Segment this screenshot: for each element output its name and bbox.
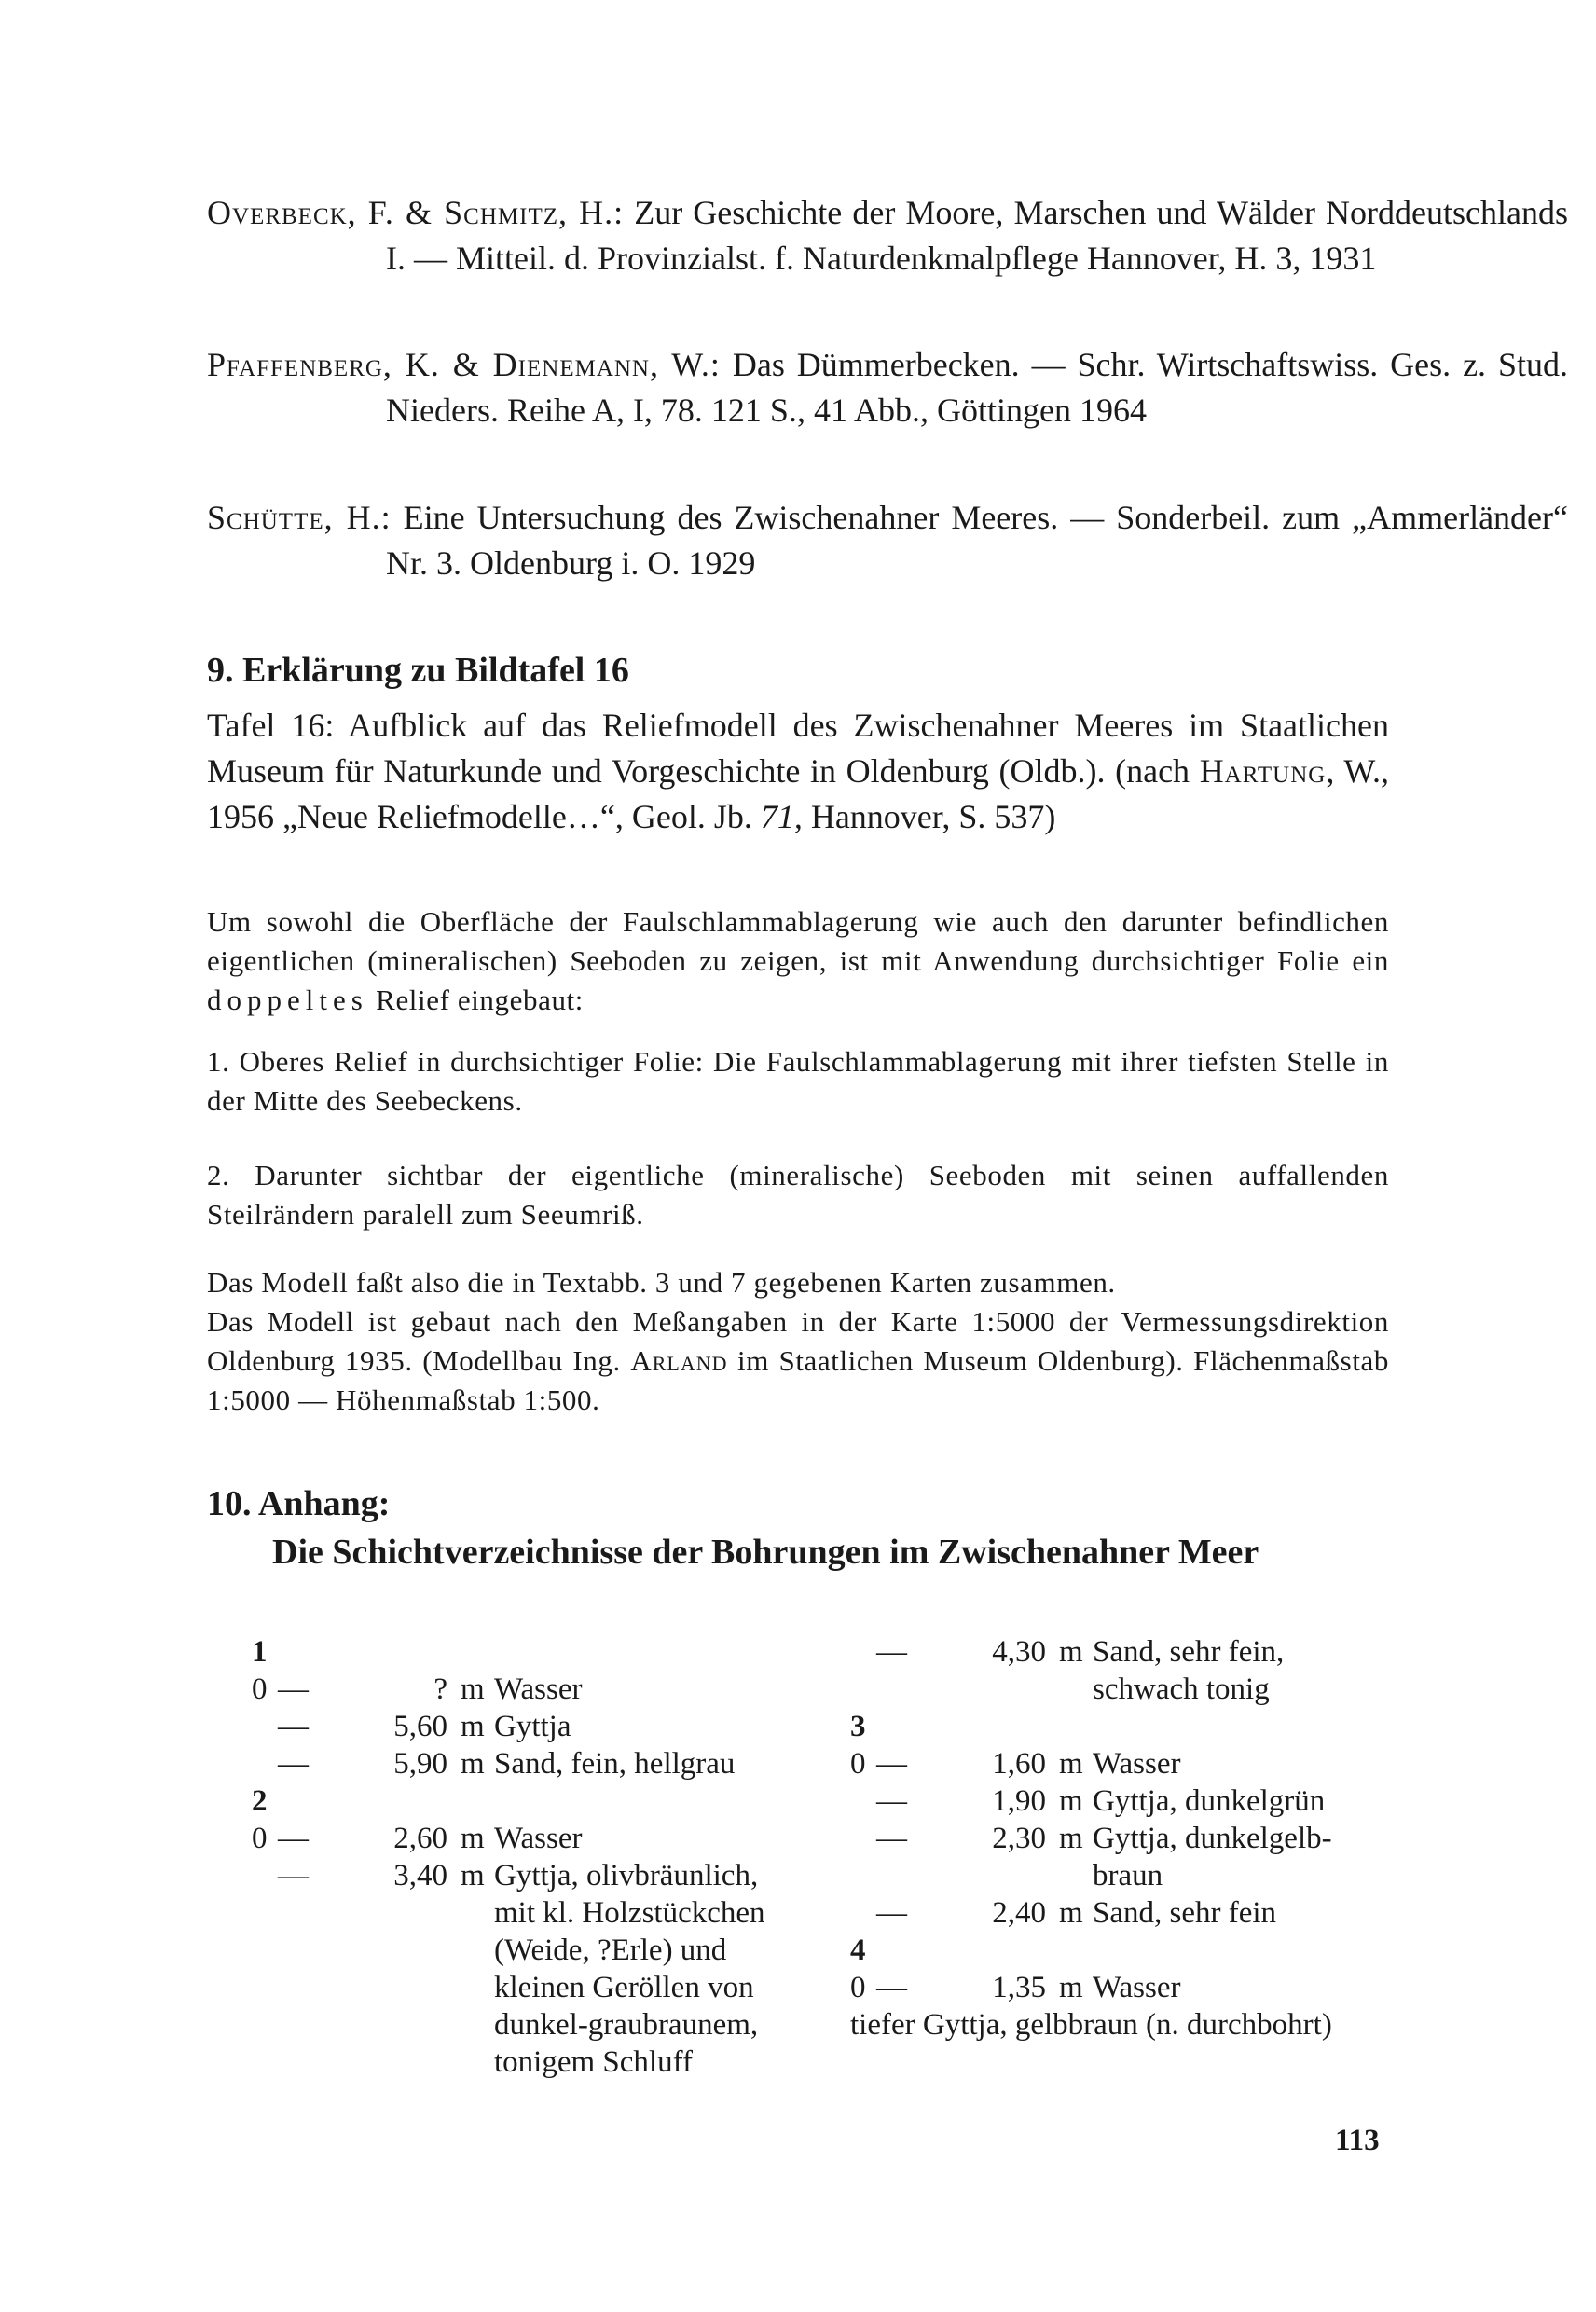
cell-d: m <box>461 1822 485 1855</box>
reference-text: Zur Geschichte der Moore, Marschen und Wälder Norddeutschlands I. — Mitteil. d. Provinzialst. f. Naturdenkmalpflege Hannover, H. 3, 1931 <box>386 194 1568 277</box>
cell-b: — <box>278 1859 309 1892</box>
cell-e: Wasser <box>494 1672 583 1706</box>
section-9-heading: 9. Erklärung zu Bildtafel 16 <box>207 651 629 690</box>
reference-text: Eine Untersuchung des Zwischenahner Meeres. — Sonderbeil. zum „Ammerländer“ Nr. 3. Oldenburg i. O. 1929 <box>386 499 1568 582</box>
table-row <box>252 1671 848 1708</box>
cell-a <box>850 1857 876 1894</box>
spaced-word: doppeltes <box>207 984 368 1016</box>
table-row <box>850 1969 1372 2006</box>
section-10-subheading: Die Schichtverzeichnisse der Bohrungen im Zwischenahner Meer <box>272 1533 1259 1572</box>
cell-a <box>252 2044 278 2081</box>
cell-c <box>343 2044 461 2081</box>
cell-d: m <box>461 1710 485 1743</box>
cell-c: 2,40 <box>992 1896 1046 1930</box>
cell-c: 5,60 <box>393 1710 447 1743</box>
model-paragraph-1: Das Modell faßt also die in Textabb. 3 und 7 gegebenen Karten zusammen. <box>207 1266 1116 1299</box>
cell-b <box>876 1932 942 1969</box>
table-row <box>850 1782 1372 1820</box>
cell-e <box>1093 1708 1372 1745</box>
cell-a <box>850 1633 876 1671</box>
cell-c: 4,30 <box>992 1635 1046 1669</box>
cell-b <box>876 1671 942 1708</box>
author-hartung: Hartung <box>1199 752 1327 790</box>
cell-c <box>343 1633 461 1671</box>
cell-d <box>1059 1708 1093 1745</box>
cell-a <box>252 1969 278 2006</box>
table-row <box>252 1820 848 1857</box>
plate-caption: Tafel 16: Aufblick auf das Reliefmodell des Zwischenahner Meeres im Staatlichen Museum für Naturkunde und Vorgeschichte in Oldenburg (Oldb.). (nach Hartung, W., 1956 „Neue Reliefmodelle…“, Geol. Jb. 71, Hannover, S. 537) <box>207 707 1389 835</box>
cell-c: 2,60 <box>393 1822 447 1855</box>
borehole-number-row <box>252 1633 848 1671</box>
cell-d: m <box>1059 1896 1083 1930</box>
cell-d: m <box>1059 1635 1083 1669</box>
cell-c: 2,30 <box>992 1822 1046 1855</box>
cell-c <box>343 2006 461 2044</box>
cell-d: m <box>1059 1971 1083 2004</box>
table-row <box>850 1857 1372 1894</box>
cell-d <box>461 1782 494 1820</box>
table-row <box>252 2006 848 2044</box>
cell-e: kleinen Geröllen von <box>494 1971 754 2004</box>
borehole-number-row <box>850 1932 1372 1969</box>
table-row <box>850 1633 1372 1671</box>
borehole-4-note: tiefer Gyttja, gelbbraun (n. durchbohrt) <box>850 2008 1332 2042</box>
reference-pfaffenberg <box>207 342 1568 434</box>
cell-a: 1 <box>252 1635 268 1669</box>
cell-c: 5,90 <box>393 1747 447 1781</box>
table-row <box>252 2044 848 2081</box>
table-row <box>252 1894 848 1932</box>
cell-e: Gyttja <box>494 1710 571 1743</box>
cell-a <box>252 1857 278 1894</box>
cell-e <box>494 1633 848 1671</box>
cell-b: — <box>278 1672 309 1706</box>
cell-b <box>278 1932 343 1969</box>
cell-d <box>461 2044 494 2081</box>
cell-e: Gyttja, olivbräunlich, <box>494 1859 759 1892</box>
table-row <box>252 1708 848 1745</box>
cell-b: — <box>876 1747 907 1781</box>
table-row <box>252 1969 848 2006</box>
cell-a <box>850 1671 876 1708</box>
cell-e: (Weide, ?Erle) und <box>494 1934 727 1967</box>
cell-e: Wasser <box>1093 1971 1181 2004</box>
page-number: 113 <box>1335 2124 1380 2157</box>
table-row <box>850 1745 1372 1782</box>
cell-e: Gyttja, dunkelgelb- <box>1093 1822 1332 1855</box>
cell-d: m <box>1059 1747 1083 1781</box>
cell-c: 1,60 <box>992 1747 1046 1781</box>
cell-c <box>942 1857 1059 1894</box>
cell-b: — <box>278 1822 309 1855</box>
list-item-2: 2. Darunter sichtbar der eigentliche (mineralische) Seeboden mit seinen auffallenden Steilrändern paralell zum Seeumriß. <box>207 1159 1389 1231</box>
cell-d <box>461 1633 494 1671</box>
intro-paragraph: Um sowohl die Oberfläche der Faulschlammablagerung wie auch den darunter befindlichen eigentlichen (mineralischen) Seeboden zu zeigen, ist mit Anwendung durchsichtiger Folie ein doppeltes Relief eingebaut: <box>207 905 1389 1016</box>
cell-a <box>252 1708 278 1745</box>
model-paragraph-2: Das Modell ist gebaut nach den Meßangaben in der Karte 1:5000 der Vermessungsdirektion Oldenburg 1935. (Modellbau Ing. Arland im Staatlichen Museum Oldenburg). Flächenmaßstab 1:5000 — Höhenmaßstab 1:500. <box>207 1305 1389 1416</box>
list-item-1: 1. Oberes Relief in durchsichtiger Folie: Die Faulschlammablagerung mit ihrer tiefsten Stelle in der Mitte des Seebeckens. <box>207 1045 1389 1117</box>
cell-b: — <box>876 1971 907 2004</box>
cell-b <box>278 1969 343 2006</box>
cell-b <box>876 1857 942 1894</box>
table-row <box>850 1820 1372 1857</box>
cell-b: — <box>278 1710 309 1743</box>
cell-c <box>942 1708 1059 1745</box>
cell-d <box>1059 1857 1093 1894</box>
cell-e: Sand, fein, hellgrau <box>494 1747 736 1781</box>
borehole-number-row <box>252 1782 848 1820</box>
cell-b: — <box>876 1784 907 1818</box>
borehole-table-left <box>252 1633 848 2081</box>
table-row <box>252 1932 848 1969</box>
cell-a: 2 <box>252 1784 268 1818</box>
cell-c <box>343 1932 461 1969</box>
cell-b <box>278 2006 343 2044</box>
cell-b <box>278 1782 343 1820</box>
cell-a <box>252 1894 278 1932</box>
cell-e: schwach tonig <box>1093 1672 1270 1706</box>
cell-e: Sand, sehr fein, <box>1093 1635 1285 1669</box>
cell-d: m <box>461 1859 485 1892</box>
cell-d: m <box>1059 1822 1083 1855</box>
cell-d: m <box>461 1747 485 1781</box>
cell-a: 0 <box>252 1822 268 1855</box>
cell-b: — <box>876 1635 907 1669</box>
reference-author: Schütte, H.: <box>207 499 392 536</box>
cell-b <box>278 2044 343 2081</box>
cell-d: m <box>1059 1784 1083 1818</box>
cell-d <box>461 1894 494 1932</box>
cell-a: 0 <box>850 1971 866 2004</box>
cell-e: braun <box>1093 1859 1163 1892</box>
cell-e: Sand, sehr fein <box>1093 1896 1277 1930</box>
cell-d <box>461 2006 494 2044</box>
reference-overbeck <box>207 190 1568 282</box>
section-10-heading: 10. Anhang: <box>207 1484 391 1523</box>
cell-e <box>1093 1932 1372 1969</box>
cell-a <box>850 1894 876 1932</box>
cell-d: m <box>461 1672 485 1706</box>
cell-a <box>252 1932 278 1969</box>
cell-b <box>876 1708 942 1745</box>
cell-a <box>252 1745 278 1782</box>
cell-a: 4 <box>850 1934 866 1967</box>
borehole-table-right <box>850 1633 1372 2044</box>
cell-b <box>278 1633 343 1671</box>
cell-c <box>343 1969 461 2006</box>
cell-c <box>343 1782 461 1820</box>
table-row <box>252 1857 848 1894</box>
cell-c <box>942 1671 1059 1708</box>
name-arland: Arland <box>630 1344 728 1377</box>
cell-e: mit kl. Holzstückchen <box>494 1896 765 1930</box>
cell-e: dunkel-graubraunem, <box>494 2008 759 2042</box>
cell-d <box>1059 1671 1093 1708</box>
cell-a <box>252 2006 278 2044</box>
cell-c: 1,90 <box>992 1784 1046 1818</box>
cell-b: — <box>278 1747 309 1781</box>
cell-e <box>494 1782 848 1820</box>
cell-a: 0 <box>850 1747 866 1781</box>
cell-c: ? <box>433 1672 447 1706</box>
reference-author: Overbeck, F. & Schmitz, H.: <box>207 194 625 231</box>
cell-a <box>850 1820 876 1857</box>
volume-number: 71, <box>760 798 803 835</box>
cell-e: tonigem Schluff <box>494 2045 693 2079</box>
cell-b: — <box>876 1822 907 1855</box>
cell-c: 3,40 <box>393 1859 447 1892</box>
cell-e: Wasser <box>1093 1747 1181 1781</box>
borehole-number-row <box>850 1708 1372 1745</box>
reference-text: Das Dümmerbecken. — Schr. Wirtschaftswiss. Ges. z. Stud. Nieders. Reihe A, I, 78. 121 S., 41 Abb., Göttingen 1964 <box>386 346 1568 429</box>
cell-c: 1,35 <box>992 1971 1046 2004</box>
reference-schuette <box>207 495 1568 586</box>
cell-b <box>278 1894 343 1932</box>
cell-d <box>1059 1932 1093 1969</box>
cell-b: — <box>876 1896 907 1930</box>
cell-a: 0 <box>252 1672 268 1706</box>
cell-a: 3 <box>850 1710 866 1743</box>
cell-c <box>942 1932 1059 1969</box>
table-row <box>252 1745 848 1782</box>
cell-e: Gyttja, dunkelgrün <box>1093 1784 1326 1818</box>
cell-d <box>461 1932 494 1969</box>
reference-author: Pfaffenberg, K. & Dienemann, W.: <box>207 346 721 383</box>
table-row <box>850 1671 1372 1708</box>
cell-d <box>461 1969 494 2006</box>
cell-e: Wasser <box>494 1822 583 1855</box>
cell-c <box>343 1894 461 1932</box>
table-row <box>850 1894 1372 1932</box>
cell-a <box>850 1782 876 1820</box>
